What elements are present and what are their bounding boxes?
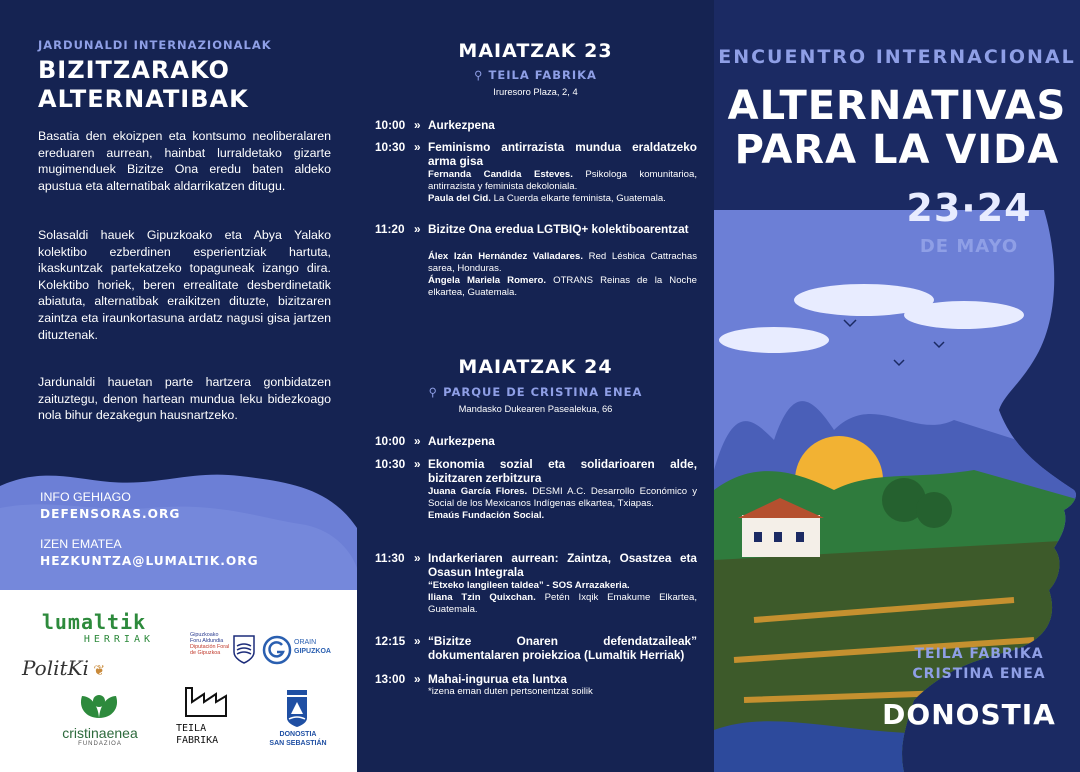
title-line-1: BIZITZARAKO	[38, 56, 230, 84]
speaker-desc: *izena eman duten pertsonentzat soilik	[428, 686, 593, 697]
left-panel	[0, 0, 357, 772]
event-time: 10:00	[375, 118, 406, 132]
intro-paragraph-3: Jardunaldi hauetan parte hartzera gonbidatzen zaituztegu, denon hartean mundua leku bidezkoago nola bihur dezakegun hausnartzeko.	[38, 375, 331, 423]
day1-title: MAIATZAK 23	[458, 40, 613, 62]
teila-line-1: TEILA	[176, 723, 207, 734]
register-email[interactable]: HEZKUNTZA@LUMALTIK.ORG	[40, 554, 259, 568]
orain-gipuzkoa-logo	[294, 638, 331, 656]
info-link[interactable]: DEFENSORAS.ORG	[40, 507, 181, 521]
event-title: “Bizitze Onaren defendatzaileak” dokumentalaren proiekzioa (Lumaltik Herriak)	[428, 634, 697, 663]
sponsor-logos	[0, 590, 357, 772]
page-title	[38, 56, 249, 114]
event-speaker	[428, 686, 697, 698]
event-time: 11:30	[375, 551, 405, 565]
title-line-2: ALTERNATIBAK	[38, 85, 249, 113]
event-arrow: »	[414, 140, 421, 154]
event-title: Feminismo antirrazista mundua eraldatzeko arma gisa	[428, 140, 697, 169]
location-pin-icon: ⚲	[474, 68, 484, 82]
event-time: 10:30	[375, 140, 406, 154]
speaker-desc: Red Lésbica Cattrachas sarea, Honduras.	[428, 251, 697, 275]
politiki-logo-text: PolitKi	[22, 656, 89, 680]
event-arrow: »	[414, 222, 421, 236]
day1-address: Iruresoro Plaza, 2, 4	[493, 86, 578, 97]
cover-month: DE MAYO	[919, 236, 1019, 257]
event-speaker	[428, 275, 697, 299]
speaker-desc: Petén Ixqik Emakume Elkartea, Guatemala.	[428, 592, 697, 615]
day1-place-text: TEILA FABRIKA	[488, 68, 597, 82]
event-arrow: »	[414, 551, 421, 565]
wave-band	[0, 468, 357, 590]
teila-fabrika-logo	[176, 723, 236, 747]
event-time: 12:15	[375, 634, 406, 648]
cover-venue-2: CRISTINA ENEA	[912, 666, 1046, 682]
politiki-logo	[22, 656, 162, 680]
speaker-name: Ángela Mariela Romero.	[428, 275, 547, 286]
cristinaenea-logo	[40, 725, 160, 747]
event-title: Ekonomia sozial eta solidarioaren alde, bizitzaren zerbitzura	[428, 457, 697, 486]
donostia-crest-icon	[284, 688, 310, 728]
gipuzkoa-line-4: de Gipuzkoa	[190, 650, 221, 656]
speaker-name: Iliana Tzin Quixchan.	[428, 592, 536, 604]
lumaltik-logo	[34, 610, 154, 645]
event-title: Bizitze Ona eredua LGTBIQ+ kolektiboarentzat	[428, 222, 689, 236]
event-arrow: »	[414, 118, 421, 132]
speaker-name: “Etxeko langileen taldea” - SOS Arrazakeria.	[428, 580, 630, 592]
register-label: IZEN EMATEA	[40, 537, 122, 551]
donostia-line-1: DONOSTIA	[279, 731, 317, 738]
cristinaenea-text: cristinaenea	[62, 725, 138, 741]
speaker-desc: Psikologa komunitarioa, antirrazista y feminista dekoloniala.	[428, 169, 697, 193]
speaker-name: Emaús Fundación Social.	[428, 510, 545, 521]
lumaltik-logo-text: lumaltik	[41, 610, 147, 634]
lumaltik-logo-sub: HERRIAK	[83, 634, 154, 645]
day1-place	[357, 68, 714, 82]
gipuzkoa-line-1: Gipuzkoako	[190, 632, 219, 638]
event-speaker	[428, 486, 697, 510]
event-time: 13:00	[375, 672, 406, 686]
event-speaker	[428, 169, 697, 193]
day2-place-text: PARQUE DE CRISTINA ENEA	[443, 385, 643, 399]
event-arrow: »	[414, 457, 421, 471]
event-title: Mahai-ingurua eta luntxa	[428, 672, 567, 686]
day2-title: MAIATZAK 24	[458, 356, 613, 378]
event-arrow: »	[414, 434, 421, 448]
event-time: 10:30	[375, 457, 406, 471]
leaf-icon: ❦	[93, 662, 106, 678]
cover-title-1: ALTERNATIVAS	[727, 83, 1067, 129]
event-time: 10:00	[375, 434, 406, 448]
day2-place	[357, 385, 714, 399]
speaker-name: Juana García Flores.	[428, 486, 528, 498]
event-arrow: »	[414, 672, 421, 686]
cover-overline: ENCUENTRO INTERNACIONAL	[718, 46, 1076, 68]
event-title: Aurkezpena	[428, 434, 495, 448]
cover-title-2: PARA LA VIDA	[734, 127, 1060, 173]
orain-line-1: ORAIN	[294, 639, 317, 646]
cristinaenea-sub: FUNDAZIOA	[78, 741, 122, 747]
donostia-line-2: SAN SEBASTIÁN	[269, 740, 327, 747]
speaker-desc: DESMI A.C. Desarrollo Económico y Social de los Mexicanos Indígenas elkartea, Txiapas.	[428, 486, 697, 510]
event-speaker	[428, 510, 697, 522]
teila-line-2: FABRIKA	[176, 735, 219, 746]
gipuzkoa-line-2: Foru Aldundia	[190, 638, 224, 644]
event-speaker	[428, 592, 697, 616]
orain-gipuzkoa-icon	[262, 635, 292, 665]
event-title: Indarkeriaren aurrean: Zaintza, Osastzea eta Osasun Integrala	[428, 551, 697, 580]
speaker-desc: OTRANS Reinas de la Noche elkartea, Guatemala.	[428, 275, 697, 298]
intro-paragraph-1: Basatia den ekoizpen eta kontsumo neoliberalaren ereduaren aurrean, hainbat lurraldetako gizarte mugimenduek Bizitze Ona eredu baten aldeko apustua eta alternatibak aldarrikatzen ditugu.	[38, 129, 331, 193]
event-time: 11:20	[375, 222, 405, 236]
teila-fabrika-icon	[182, 678, 230, 718]
intro-paragraph-2: Solasaldi hauek Gipuzkoako eta Abya Yalako kolektibo ezberdinen esperientziak hartuta, ikaskuntzak partekatzeko topaguneak izango dira. Kolektibo horiek, beren errealitate desberdinetatik abiatuta, alternatibak eraikitzen dituzte, bizitzaren zaintza eta iraunkortasuna ardatz nagusi gisa jartzen dituztenak.	[38, 228, 331, 342]
cover-dates: 23·24	[906, 186, 1032, 230]
speaker-name: Paula del Cid.	[428, 193, 491, 204]
day2-address: Mandasko Dukearen Pasealekua, 66	[458, 403, 613, 414]
speaker-name: Álex Izán Hernández Valladares.	[428, 251, 584, 263]
cover-panel	[714, 0, 1080, 772]
event-speaker	[428, 580, 697, 592]
donostia-logo	[258, 730, 338, 748]
speaker-desc: La Cuerda elkarte feminista, Guatemala.	[490, 193, 666, 204]
orain-line-2: GIPUZKOA	[294, 648, 331, 655]
speaker-name: Fernanda Candida Esteves.	[428, 169, 573, 181]
event-speaker	[428, 193, 697, 205]
event-speaker	[428, 251, 697, 275]
event-title: Aurkezpena	[428, 118, 495, 132]
event-arrow: »	[414, 634, 421, 648]
info-label: INFO GEHIAGO	[40, 490, 131, 504]
gipuzkoa-line-3: Diputación Foral	[190, 644, 230, 650]
program-panel	[357, 0, 714, 772]
location-pin-icon: ⚲	[428, 385, 439, 399]
cristinaenea-leaf-icon	[72, 690, 126, 720]
overline: JARDUNALDI INTERNAZIONALAK	[38, 38, 272, 52]
gipuzkoa-shield-icon	[232, 634, 256, 664]
cover-venue-1: TEILA FABRIKA	[914, 646, 1044, 662]
cover-city: DONOSTIA	[882, 698, 1056, 731]
